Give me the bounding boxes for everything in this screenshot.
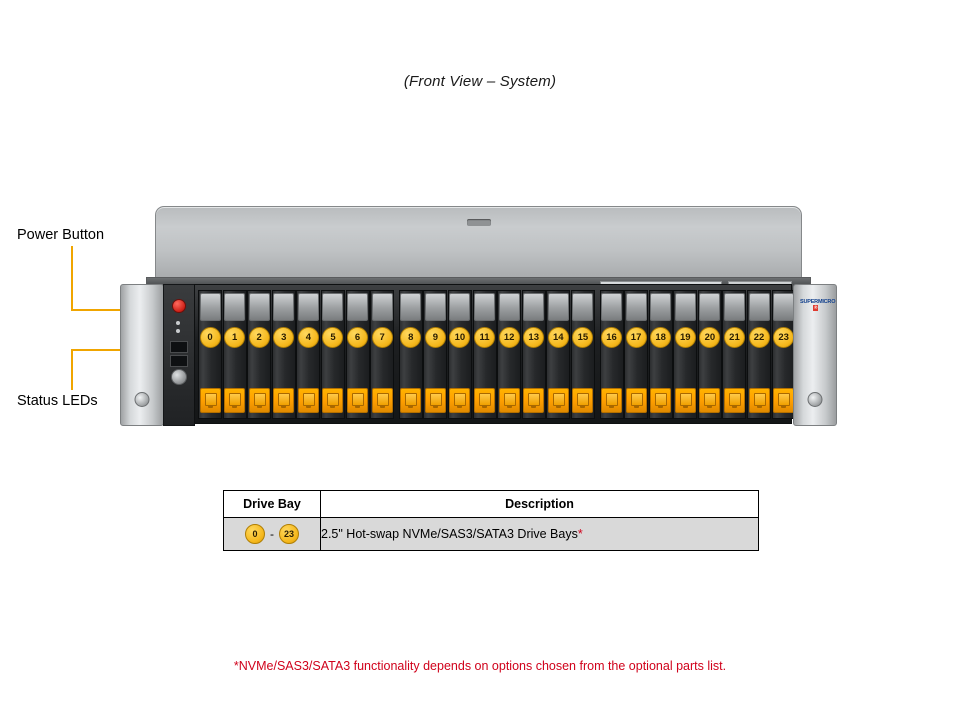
cell-description xyxy=(321,518,759,551)
table-row xyxy=(224,518,759,551)
drive-release-handle[interactable] xyxy=(548,388,569,413)
drive-bay-21[interactable] xyxy=(722,290,746,419)
power-button[interactable] xyxy=(172,299,186,313)
drive-bay-number: 10 xyxy=(449,327,470,348)
bay-range-end-badge: 23 xyxy=(279,524,299,544)
drive-release-handle[interactable] xyxy=(572,388,593,413)
drive-bay-number: 16 xyxy=(601,327,622,348)
drive-bay-number: 22 xyxy=(749,327,770,348)
drive-clip-icon xyxy=(523,293,544,321)
drive-bay-number: 6 xyxy=(347,327,368,348)
drive-bay-4[interactable] xyxy=(296,290,320,419)
drive-bay-number: 17 xyxy=(626,327,647,348)
drive-bay-table xyxy=(223,490,759,551)
drive-bay-array xyxy=(194,284,792,424)
drive-clip-icon xyxy=(650,293,671,321)
footnote-text: *NVMe/SAS3/SATA3 functionality depends on options chosen from the optional parts list. xyxy=(233,659,727,673)
drive-bay-7[interactable] xyxy=(370,290,394,419)
drive-release-handle[interactable] xyxy=(372,388,393,413)
rack-ear-right xyxy=(793,284,837,426)
drive-bay-number: 1 xyxy=(224,327,245,348)
drive-bay-number: 15 xyxy=(572,327,593,348)
drive-bay-20[interactable] xyxy=(698,290,722,419)
description-asterisk: * xyxy=(577,527,583,541)
drive-release-handle[interactable] xyxy=(749,388,770,413)
drive-bay-number: 23 xyxy=(773,327,794,348)
page-title: (Front View – System) xyxy=(403,73,557,90)
drive-clip-icon xyxy=(699,293,720,321)
drive-clip-icon xyxy=(626,293,647,321)
drive-release-handle[interactable] xyxy=(224,388,245,413)
drive-clip-icon xyxy=(322,293,343,321)
drive-release-handle[interactable] xyxy=(322,388,343,413)
bay-range-start-badge: 0 xyxy=(245,524,265,544)
drive-clip-icon xyxy=(372,293,393,321)
drive-bay-12[interactable] xyxy=(497,290,521,419)
server-chassis-front-view xyxy=(120,206,835,424)
drive-release-handle[interactable] xyxy=(298,388,319,413)
drive-bay-13[interactable] xyxy=(522,290,546,419)
drive-bay-number: 20 xyxy=(699,327,720,348)
drive-release-handle[interactable] xyxy=(650,388,671,413)
drive-clip-icon xyxy=(200,293,221,321)
drive-bay-number: 11 xyxy=(474,327,495,348)
drive-release-handle[interactable] xyxy=(425,388,446,413)
table-header-row xyxy=(224,491,759,518)
drive-clip-icon xyxy=(499,293,520,321)
drive-release-handle[interactable] xyxy=(724,388,745,413)
drive-bay-number: 12 xyxy=(499,327,520,348)
drive-release-handle[interactable] xyxy=(273,388,294,413)
drive-bay-14[interactable] xyxy=(546,290,570,419)
drive-release-handle[interactable] xyxy=(699,388,720,413)
drive-release-handle[interactable] xyxy=(601,388,622,413)
drive-bay-number: 8 xyxy=(400,327,421,348)
usb-port-icon xyxy=(170,341,188,353)
drive-clip-icon xyxy=(724,293,745,321)
supermicro-logo-mark: ® xyxy=(813,305,818,310)
drive-clip-icon xyxy=(400,293,421,321)
cover-vent-icon xyxy=(467,219,491,226)
drive-clip-icon xyxy=(298,293,319,321)
drive-bay-1[interactable] xyxy=(223,290,247,419)
drive-release-handle[interactable] xyxy=(499,388,520,413)
callout-label-power-button: Power Button xyxy=(17,227,105,243)
drive-bay-number: 9 xyxy=(425,327,446,348)
drive-clip-icon xyxy=(474,293,495,321)
drive-bay-number: 4 xyxy=(298,327,319,348)
drive-bay-number: 19 xyxy=(675,327,696,348)
drive-bay-16[interactable] xyxy=(600,290,624,419)
supermicro-logo xyxy=(800,299,836,311)
drive-bay-group-right xyxy=(600,290,797,418)
chassis-top-cover xyxy=(155,206,802,279)
drive-bay-0[interactable] xyxy=(198,290,222,419)
drive-bay-number: 14 xyxy=(548,327,569,348)
drive-bay-number: 18 xyxy=(650,327,671,348)
drive-release-handle[interactable] xyxy=(400,388,421,413)
drive-clip-icon xyxy=(773,293,794,321)
drive-clip-icon xyxy=(273,293,294,321)
drive-release-handle[interactable] xyxy=(249,388,270,413)
drive-bay-11[interactable] xyxy=(473,290,497,419)
column-header-description: Description xyxy=(321,491,759,518)
drive-bay-group-middle xyxy=(399,290,596,418)
bay-range-separator: - xyxy=(270,527,274,541)
drive-clip-icon xyxy=(675,293,696,321)
drive-release-handle[interactable] xyxy=(449,388,470,413)
rack-screw-icon xyxy=(135,392,150,407)
drive-bay-15[interactable] xyxy=(571,290,595,419)
rack-screw-icon xyxy=(808,392,823,407)
drive-bay-9[interactable] xyxy=(423,290,447,419)
drive-release-handle[interactable] xyxy=(523,388,544,413)
drive-clip-icon xyxy=(224,293,245,321)
drive-clip-icon xyxy=(449,293,470,321)
drive-clip-icon xyxy=(347,293,368,321)
control-panel-screw-icon xyxy=(171,369,187,385)
description-text: 2.5" Hot-swap NVMe/SAS3/SATA3 Drive Bays xyxy=(321,527,578,541)
drive-clip-icon xyxy=(425,293,446,321)
drive-bay-number: 2 xyxy=(249,327,270,348)
drive-clip-icon xyxy=(601,293,622,321)
drive-bay-19[interactable] xyxy=(673,290,697,419)
drive-bay-5[interactable] xyxy=(321,290,345,419)
drive-bay-number: 13 xyxy=(523,327,544,348)
callout-label-status-leds: Status LEDs xyxy=(17,393,98,409)
status-led-1-icon xyxy=(176,321,180,325)
drive-release-handle[interactable] xyxy=(474,388,495,413)
drive-bay-group-left xyxy=(198,290,395,418)
column-header-drive-bay: Drive Bay xyxy=(224,491,321,518)
drive-release-handle[interactable] xyxy=(773,388,794,413)
supermicro-logo-text: SUPERMICRO xyxy=(800,299,836,305)
drive-bay-10[interactable] xyxy=(448,290,472,419)
drive-bay-number: 5 xyxy=(322,327,343,348)
drive-bay-18[interactable] xyxy=(649,290,673,419)
drive-release-handle[interactable] xyxy=(626,388,647,413)
drive-bay-number: 21 xyxy=(724,327,745,348)
drive-bay-number: 3 xyxy=(273,327,294,348)
drive-bay-3[interactable] xyxy=(272,290,296,419)
drive-clip-icon xyxy=(249,293,270,321)
control-panel xyxy=(163,284,195,426)
drive-bay-17[interactable] xyxy=(624,290,648,419)
drive-bay-8[interactable] xyxy=(399,290,423,419)
drive-bay-22[interactable] xyxy=(747,290,771,419)
rack-ear-left xyxy=(120,284,164,426)
chassis-front-face xyxy=(120,284,835,424)
status-led-2-icon xyxy=(176,329,180,333)
drive-clip-icon xyxy=(548,293,569,321)
drive-release-handle[interactable] xyxy=(200,388,221,413)
drive-clip-icon xyxy=(572,293,593,321)
drive-release-handle[interactable] xyxy=(675,388,696,413)
cell-drive-bay-range xyxy=(224,518,321,551)
drive-bay-2[interactable] xyxy=(247,290,271,419)
drive-clip-icon xyxy=(749,293,770,321)
usb-port-icon-secondary xyxy=(170,355,188,367)
drive-bay-number: 0 xyxy=(200,327,221,348)
drive-bay-6[interactable] xyxy=(346,290,370,419)
drive-bay-number: 7 xyxy=(372,327,393,348)
drive-release-handle[interactable] xyxy=(347,388,368,413)
